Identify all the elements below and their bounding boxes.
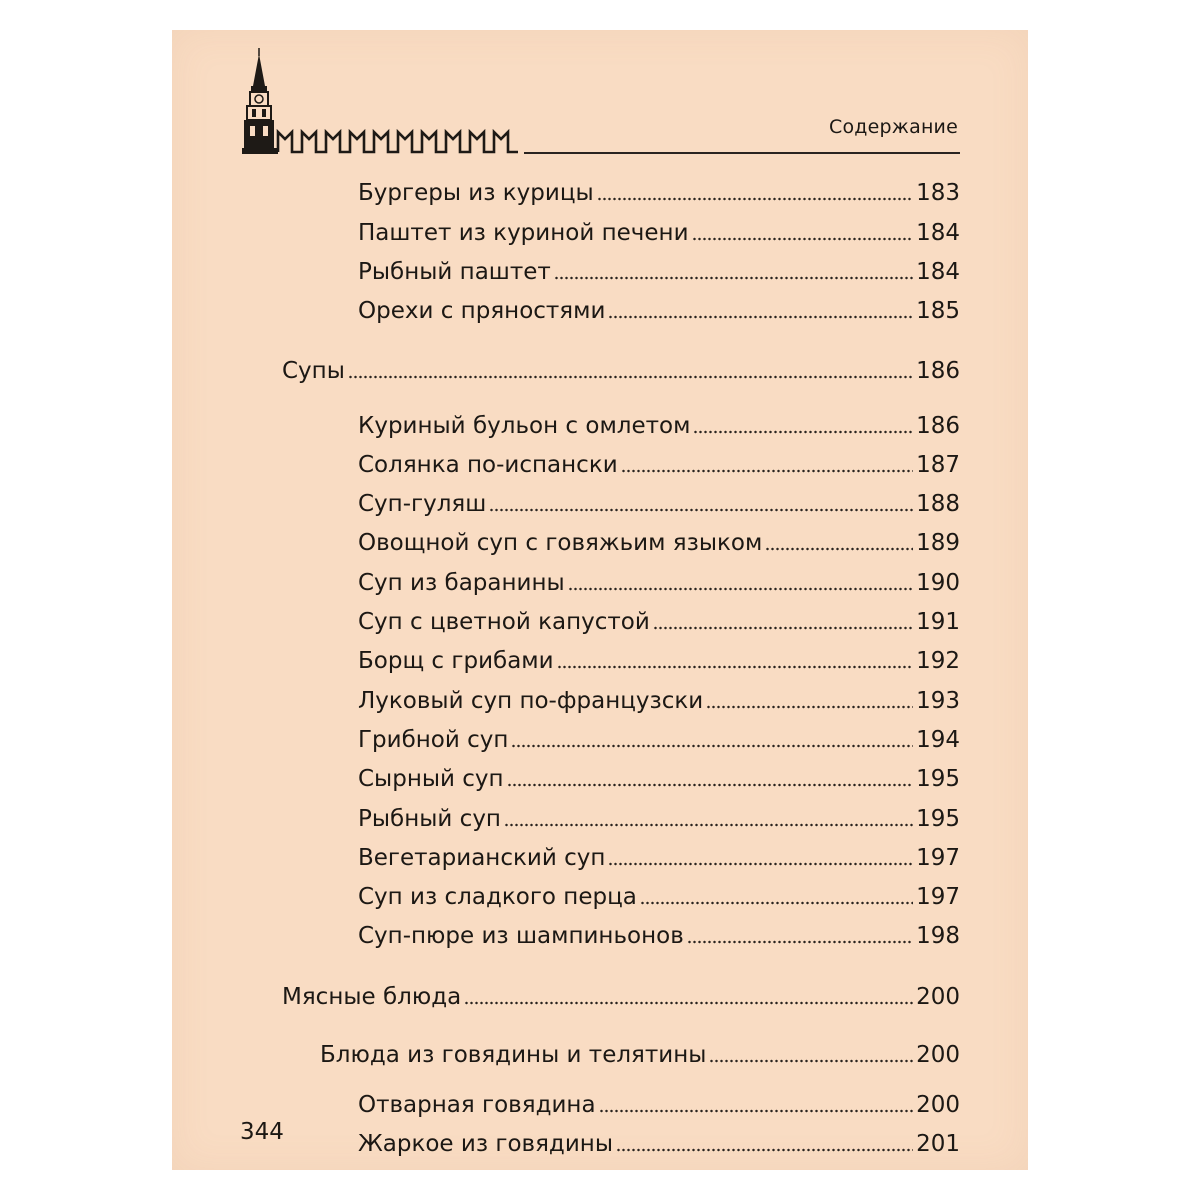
dot-leader (568, 587, 913, 591)
toc-entry-title: Луковый суп по-французски (358, 688, 704, 714)
toc-entry-title: Борщ с грибами (358, 648, 554, 674)
toc-entry[interactable] (358, 1089, 960, 1121)
toc-entry[interactable] (358, 685, 960, 717)
toc-entry[interactable] (358, 488, 960, 520)
table-of-contents (172, 30, 1028, 1170)
toc-entry[interactable] (358, 842, 960, 874)
toc-entry[interactable] (358, 527, 960, 559)
toc-entry[interactable] (358, 881, 960, 913)
toc-entry-title: Куриный бульон с омлетом (358, 413, 691, 439)
dot-leader (653, 626, 913, 630)
toc-entry-title: Отварная говядина (358, 1092, 596, 1118)
toc-entry[interactable] (358, 256, 960, 288)
dot-leader (597, 197, 913, 201)
toc-entry-page: 188 (916, 491, 960, 517)
toc-entry-title: Вегетарианский суп (358, 845, 606, 871)
toc-entry-page: 184 (916, 220, 960, 246)
dot-leader (640, 901, 913, 905)
toc-entry[interactable] (358, 1128, 960, 1160)
dot-leader (464, 1001, 913, 1005)
dot-leader (706, 705, 913, 709)
toc-entry-title: Суп-гуляш (358, 491, 487, 517)
toc-entry-page: 193 (916, 688, 960, 714)
toc-entry-page: 185 (916, 298, 960, 324)
dot-leader (489, 508, 913, 512)
toc-subsection-page: 200 (916, 1042, 960, 1068)
toc-section-page: 200 (916, 984, 960, 1010)
toc-section-meat[interactable] (282, 981, 960, 1013)
toc-entry-page: 187 (916, 452, 960, 478)
toc-entry-title: Орехи с пряностями (358, 298, 606, 324)
toc-entry-page: 184 (916, 259, 960, 285)
toc-entry-page: 183 (916, 180, 960, 206)
toc-section-title: Супы (282, 358, 345, 384)
toc-subsection-title: Блюда из говядины и телятины (320, 1042, 707, 1068)
toc-entry-title: Суп-пюре из шампиньонов (358, 923, 684, 949)
toc-subsection[interactable] (320, 1039, 960, 1071)
dot-leader (709, 1059, 913, 1063)
book-page (172, 30, 1028, 1170)
dot-leader (504, 823, 913, 827)
toc-entry-title: Жаркое из говядины (358, 1131, 613, 1157)
dot-leader (765, 547, 913, 551)
toc-entry-title: Суп из баранины (358, 570, 565, 596)
toc-entry[interactable] (358, 177, 960, 209)
toc-entry[interactable] (358, 217, 960, 249)
toc-entry-title: Суп с цветной капустой (358, 609, 650, 635)
dot-leader (554, 276, 913, 280)
toc-entry[interactable] (358, 606, 960, 638)
dot-leader (507, 783, 914, 787)
toc-entry-page: 198 (916, 923, 960, 949)
toc-entry[interactable] (358, 410, 960, 442)
running-header-title: Содержание (829, 116, 958, 138)
dot-leader (608, 315, 913, 319)
toc-entry-title: Сырный суп (358, 766, 504, 792)
toc-entry-title: Бургеры из курицы (358, 180, 594, 206)
dot-leader (693, 430, 913, 434)
toc-entry-page: 186 (916, 413, 960, 439)
toc-entry-title: Суп из сладкого перца (358, 884, 637, 910)
toc-entry-page: 192 (916, 648, 960, 674)
dot-leader (687, 940, 913, 944)
dot-leader (608, 862, 913, 866)
toc-entry-title: Рыбный паштет (358, 259, 551, 285)
toc-entry-title: Овощной суп с говяжьим языком (358, 530, 763, 556)
toc-entry-title: Солянка по-испански (358, 452, 618, 478)
toc-entry-page: 197 (916, 884, 960, 910)
toc-entry[interactable] (358, 920, 960, 952)
toc-entry[interactable] (358, 295, 960, 327)
dot-leader (692, 237, 914, 241)
toc-entry-page: 191 (916, 609, 960, 635)
toc-entry[interactable] (358, 803, 960, 835)
toc-section-page: 186 (916, 358, 960, 384)
toc-entry-page: 201 (916, 1131, 960, 1157)
dot-leader (348, 375, 913, 379)
toc-entry-page: 195 (916, 806, 960, 832)
toc-section-soups[interactable] (282, 355, 960, 387)
toc-entry-title: Паштет из куриной печени (358, 220, 689, 246)
toc-entry[interactable] (358, 449, 960, 481)
toc-entry-page: 200 (916, 1092, 960, 1118)
toc-entry-page: 197 (916, 845, 960, 871)
toc-entry-page: 194 (916, 727, 960, 753)
dot-leader (616, 1148, 913, 1152)
toc-section-title: Мясные блюда (282, 984, 462, 1010)
dot-leader (599, 1109, 914, 1113)
toc-entry[interactable] (358, 567, 960, 599)
dot-leader (511, 744, 913, 748)
dot-leader (557, 665, 914, 669)
toc-entry-page: 195 (916, 766, 960, 792)
toc-entry-page: 189 (916, 530, 960, 556)
toc-entry[interactable] (358, 645, 960, 677)
toc-entry[interactable] (358, 763, 960, 795)
dot-leader (621, 469, 913, 473)
page-number: 344 (240, 1119, 284, 1145)
toc-entry-title: Рыбный суп (358, 806, 501, 832)
toc-entry-title: Грибной суп (358, 727, 509, 753)
toc-entry-page: 190 (916, 570, 960, 596)
toc-entry[interactable] (358, 724, 960, 756)
